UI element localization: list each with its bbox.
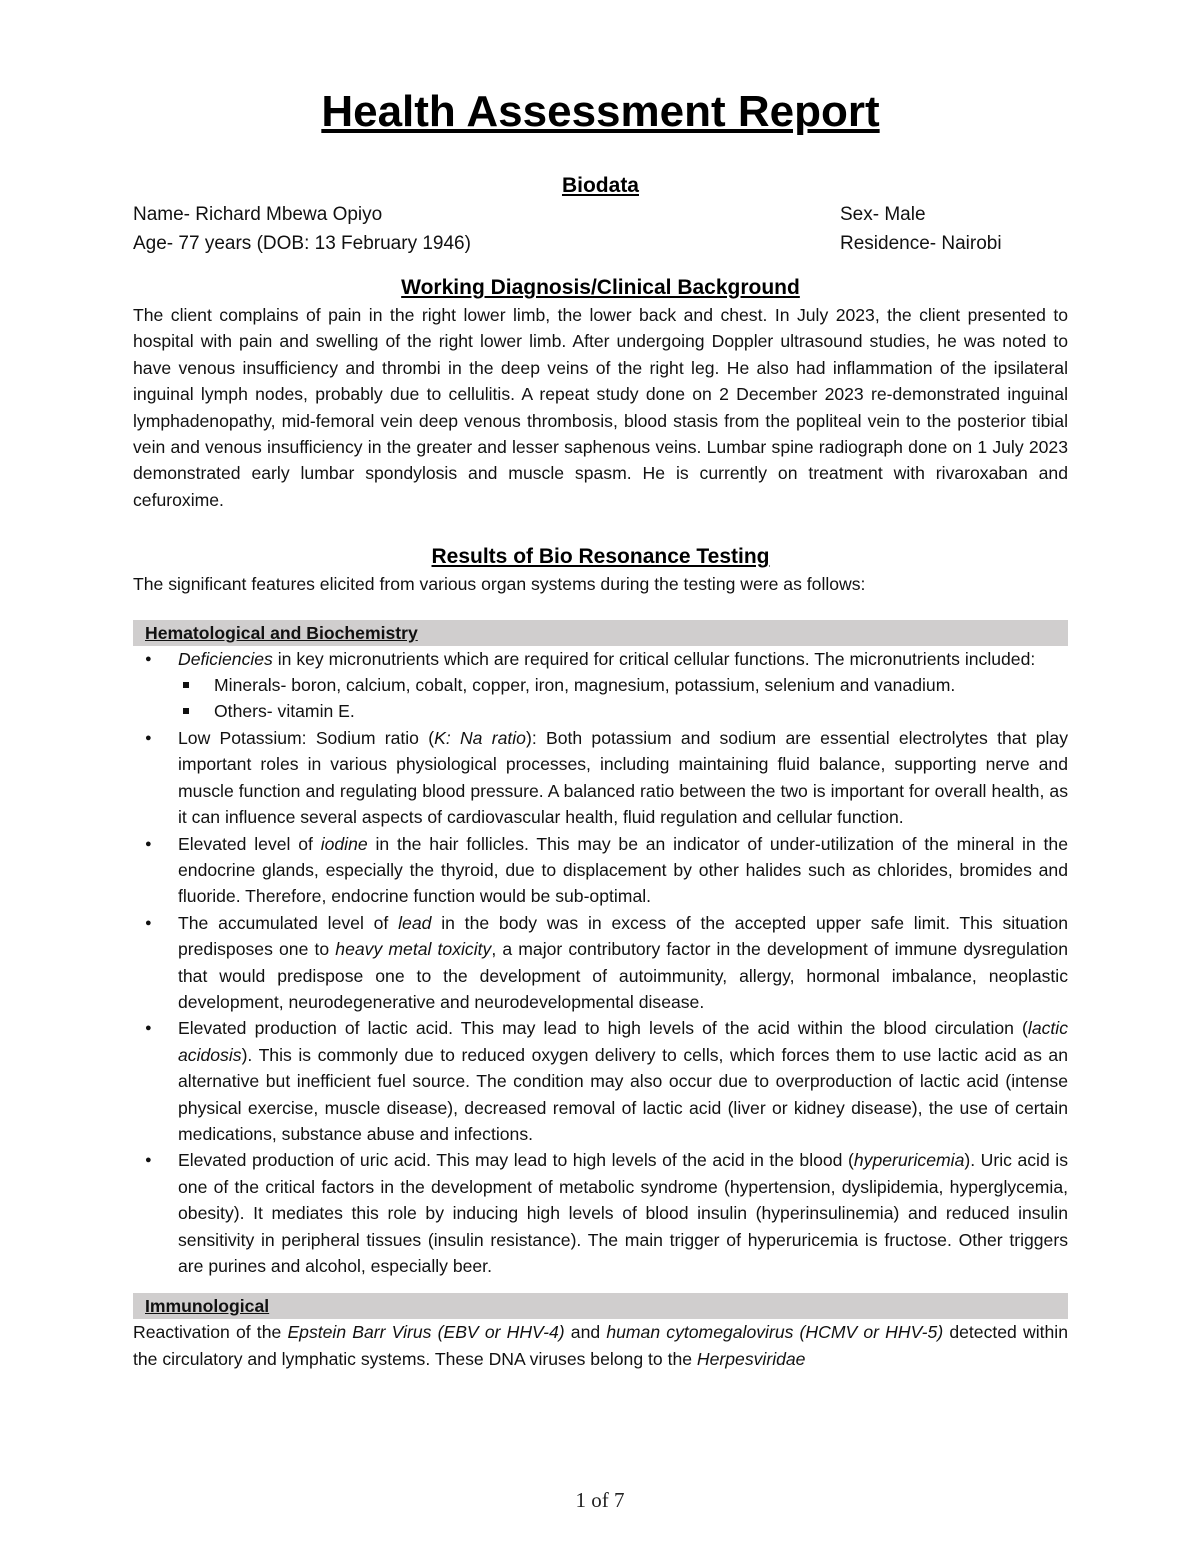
emphasis: lactic acidosis: [178, 1018, 1068, 1065]
emphasis: lead: [398, 912, 432, 933]
list-item: [133, 1015, 1068, 1147]
patient-residence: Residence- Nairobi: [840, 233, 1002, 254]
emphasis: Epstein Barr Virus (EBV or HHV-4): [287, 1322, 565, 1343]
sub-list: [178, 672, 1068, 725]
biodata-heading: Biodata: [561, 174, 639, 197]
item-text: The accumulated level of: [178, 912, 399, 933]
text-run: and: [564, 1322, 607, 1343]
emphasis: Deficiencies: [178, 648, 273, 669]
results-heading: Results of Bio Resonance Testing: [431, 545, 770, 569]
immunological-section-heading: Immunological: [133, 1293, 1068, 1319]
emphasis: iodine: [320, 833, 368, 854]
hematological-list: [133, 646, 1068, 1280]
report-title: Health Assessment Report: [321, 87, 880, 136]
emphasis: Herpesviridae: [696, 1348, 806, 1369]
hematological-section-heading: Hematological and Biochemistry: [133, 620, 1068, 646]
patient-sex: Sex- Male: [840, 204, 926, 225]
item-text: in the body was in excess of the accepted upper safe limit. This situation predisposes one to: [178, 912, 1068, 960]
emphasis: human cytomegalovirus (HCMV or HHV-5): [606, 1322, 944, 1343]
item-text: , a major contributory factor in the development of immune dysregulation that would predispose one to the development of autoimmunity, allergy, hormonal imbalance, neoplastic development, neurodegenerative and neurodevelopmental disease.: [178, 939, 1069, 1012]
report-page: [133, 80, 1068, 1372]
item-text: Elevated level of: [178, 833, 321, 854]
text-run: Reactivation of the: [133, 1322, 288, 1343]
results-intro: The significant features elicited from various organ systems during the testing were as follows:: [133, 574, 866, 595]
clinical-background-text: The client complains of pain in the right lower limb, the lower back and chest. In July 2023, the client presented to hospital with pain and swelling of the right lower limb. After undergoing Doppler ultrasound studies, he was noted to have venous insufficiency and thrombi in the deep veins of the right leg. He also had inflammation of the ipsilateral inguinal lymph nodes, probably due to cellulitis. A repeat study done on 2 December 2023 re-demonstrated inguinal lymphadenopathy, mid-femoral vein deep venous thrombosis, blood stasis from the popliteal vein to the posterior tibial vein and venous insufficiency in the greater and lesser saphenous veins. Lumbar spine radiograph done on 1 July 2023 demonstrated early lumbar spondylosis and muscle spasm. He is currently on treatment with rivaroxaban and cefuroxime.: [133, 305, 1068, 510]
item-text: ). Uric acid is one of the critical factors in the development of metabolic syndrome (hypertension, dyslipidemia, hyperglycemia, obesity). It mediates this role by inducing high levels of blood insulin (hyperinsulinemia) and reduced insulin sensitivity in peripheral tissues (insulin resistance). The main trigger of hyperuricemia is fructose. Other triggers are purines and alcohol, especially beer.: [178, 1150, 1068, 1276]
item-text: in key micronutrients which are required for critical cellular functions. The micronutrients included:: [272, 648, 1036, 669]
list-item: [133, 831, 1068, 910]
emphasis: heavy metal toxicity: [335, 939, 492, 960]
biodata-row-1: [133, 200, 1068, 229]
list-item: [133, 725, 1068, 831]
emphasis: K: Na ratio: [434, 727, 526, 748]
list-item: [133, 910, 1068, 1016]
immunological-text: [133, 1319, 1068, 1372]
page-number: 1 of 7: [575, 1488, 625, 1512]
item-text: ). This is commonly due to reduced oxygen delivery to cells, which forces them to use lactic acid as an alternative but inefficient fuel source. The condition may also occur due to overproduction of lactic acid (intense physical exercise, muscle disease), decreased removal of lactic acid (liver or kidney disease), the use of certain medications, substance abuse and infections.: [178, 1044, 1068, 1144]
sub-list-item: Minerals- boron, calcium, cobalt, copper, iron, magnesium, potassium, selenium and vanadium.: [178, 672, 1068, 698]
biodata-row-2: [133, 229, 1068, 258]
sub-list-item: Others- vitamin E.: [178, 698, 1068, 724]
item-text: Low Potassium: Sodium ratio (: [178, 727, 435, 748]
item-text: Elevated production of lactic acid. This may lead to high levels of the acid within the blood circulation (: [178, 1018, 1028, 1039]
text-run: detected within the circulatory and lymphatic systems. These DNA viruses belong to the: [133, 1322, 1068, 1369]
item-text: Elevated production of uric acid. This may lead to high levels of the acid in the blood (: [178, 1150, 854, 1171]
emphasis: hyperuricemia: [853, 1150, 965, 1171]
list-item: [133, 646, 1068, 725]
list-item: [133, 1147, 1068, 1279]
working-diagnosis-heading: Working Diagnosis/Clinical Background: [401, 276, 800, 299]
item-text: ): Both potassium and sodium are essential electrolytes that play important roles in various physiological processes, including maintaining fluid balance, supporting nerve and muscle function and regulating blood pressure. A balanced ratio between the two is important for overall health, as it can influence several aspects of cardiovascular health, fluid regulation and cellular function.: [178, 727, 1068, 828]
item-text: in the hair follicles. This may be an indicator of under-utilization of the mineral in the endocrine glands, especially the thyroid, due to displacement by other halides such as chlorides, bromides and fluoride. Therefore, endocrine function would be sub-optimal.: [178, 833, 1068, 907]
patient-age: Age- 77 years (DOB: 13 February 1946): [133, 233, 471, 254]
patient-name: Name- Richard Mbewa Opiyo: [133, 204, 383, 225]
